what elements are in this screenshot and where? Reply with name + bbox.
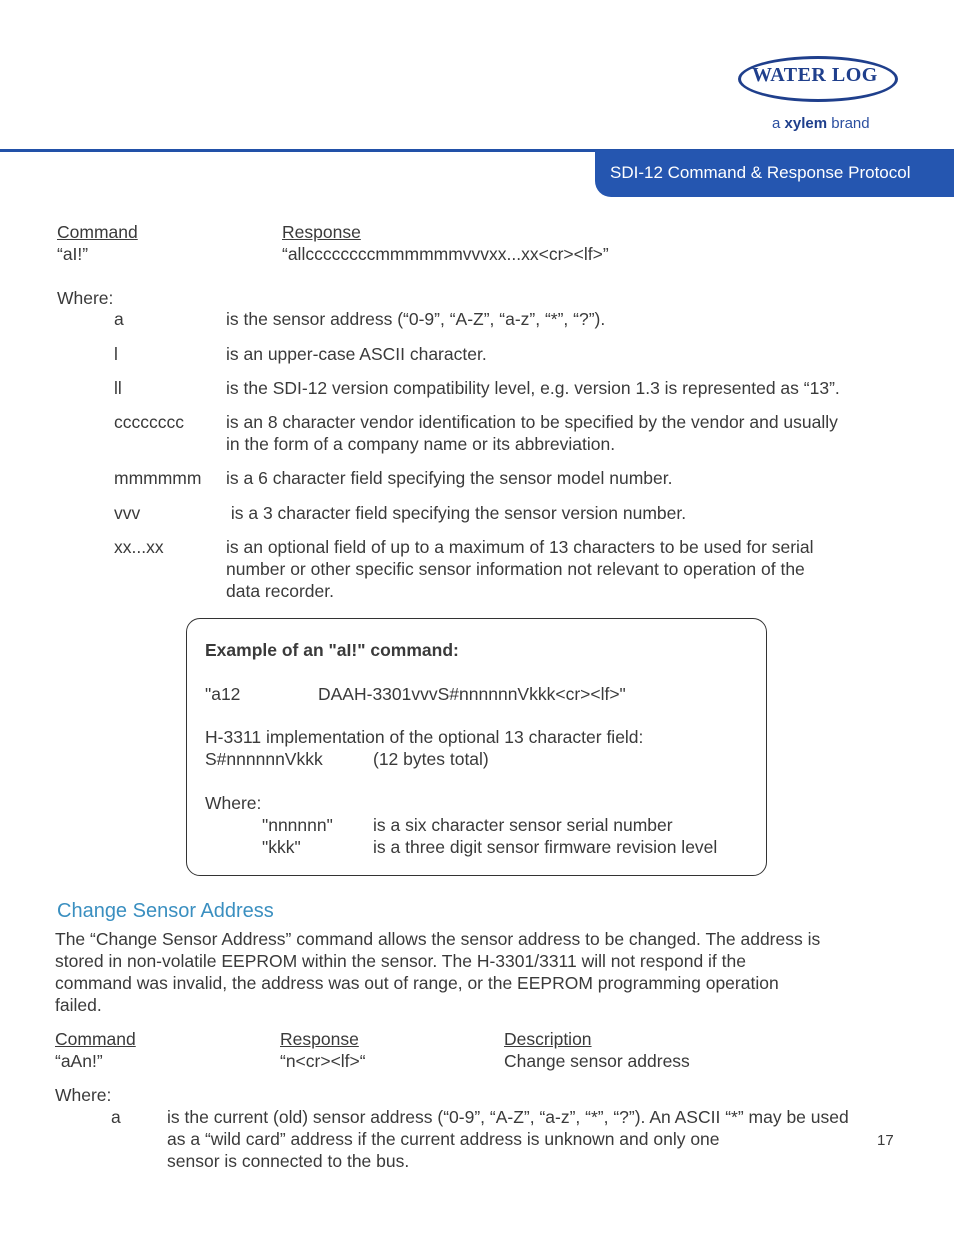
brand-line [772, 115, 870, 132]
where-label: Where: [57, 288, 114, 308]
def-desc: is an upper-case ASCII character. [226, 344, 487, 364]
def-term: l [114, 344, 118, 364]
section-heading: Change Sensor Address [57, 900, 274, 922]
paragraph-line: command was invalid, the address was out of range, or the EEPROM programming operation [55, 973, 779, 993]
example-def-desc: is a six character sensor serial number [373, 815, 673, 835]
def-desc: is the sensor address (“0-9”, “A-Z”, “a-z”, “*”, “?”). [226, 309, 606, 329]
def-desc: sensor is connected to the bus. [167, 1151, 410, 1171]
example-response-body: DAAH-3301vvvS#nnnnnnVkkk<cr><lf>" [318, 684, 626, 704]
example-impl-line: H-3311 implementation of the optional 13 character field: [205, 727, 644, 747]
def-term: xx...xx [114, 537, 164, 557]
page-number: 17 [877, 1132, 894, 1149]
def-desc: is an 8 character vendor identification to be specified by the vendor and usually [226, 412, 838, 432]
example-field: S#nnnnnnVkkk [205, 749, 323, 769]
example-def-term: "kkk" [262, 837, 301, 857]
description-value: Change sensor address [504, 1051, 690, 1071]
command-value: “aAn!” [55, 1051, 103, 1071]
command-header: Command [57, 222, 138, 242]
def-desc: is the current (old) sensor address (“0-9”, “A-Z”, “a-z”, “*”, “?”). An ASCII “*” may be used [167, 1107, 849, 1127]
def-desc: number or other specific sensor information not relevant to operation of the [226, 559, 805, 579]
brand-prefix: a [772, 115, 781, 132]
logo-text: WATER LOG [752, 64, 878, 86]
def-desc: as a “wild card” address if the current address is unknown and only one [167, 1129, 720, 1149]
example-response-address: "a12 [205, 684, 241, 704]
response-value: “allccccccccmmmmmmvvvxx...xx<cr><lf>” [282, 244, 609, 264]
response-header: Response [280, 1029, 359, 1049]
def-term: a [114, 309, 124, 329]
description-header: Description [504, 1029, 592, 1049]
paragraph-line: failed. [55, 995, 102, 1015]
where-label: Where: [55, 1085, 112, 1105]
example-def-term: "nnnnnn" [262, 815, 333, 835]
def-desc: is the SDI-12 version compatibility level, e.g. version 1.3 is represented as “13”. [226, 378, 840, 398]
example-field-size: (12 bytes total) [373, 749, 489, 769]
command-header: Command [55, 1029, 136, 1049]
def-term: vvv [114, 503, 141, 523]
def-term: a [111, 1107, 121, 1127]
def-desc: is a 3 character field specifying the sensor version number. [226, 503, 687, 523]
def-desc: is an optional field of up to a maximum of 13 characters to be used for serial [226, 537, 814, 557]
def-term: cccccccc [114, 412, 184, 432]
def-desc: is a 6 character field specifying the sensor model number. [226, 468, 673, 488]
response-value: “n<cr><lf>“ [280, 1051, 366, 1071]
paragraph-line: The “Change Sensor Address” command allows the sensor address to be changed. The address is [55, 929, 821, 949]
paragraph-line: stored in non-volatile EEPROM within the sensor. The H-3301/3311 will not respond if the [55, 951, 746, 971]
example-title: Example of an "aI!" command: [205, 640, 459, 660]
section-tab: SDI-12 Command & Response Protocol [595, 150, 954, 197]
def-term: ll [114, 378, 122, 398]
def-desc: data recorder. [226, 581, 334, 601]
def-desc: in the form of a company name or its abbreviation. [226, 434, 616, 454]
response-header: Response [282, 222, 361, 242]
brand-name: xylem [784, 115, 828, 132]
example-where-label: Where: [205, 793, 262, 813]
example-def-desc: is a three digit sensor firmware revision level [373, 837, 718, 857]
brand-suffix: brand [831, 115, 870, 132]
command-value: “aI!” [57, 244, 89, 264]
def-term: mmmmmm [114, 468, 202, 488]
